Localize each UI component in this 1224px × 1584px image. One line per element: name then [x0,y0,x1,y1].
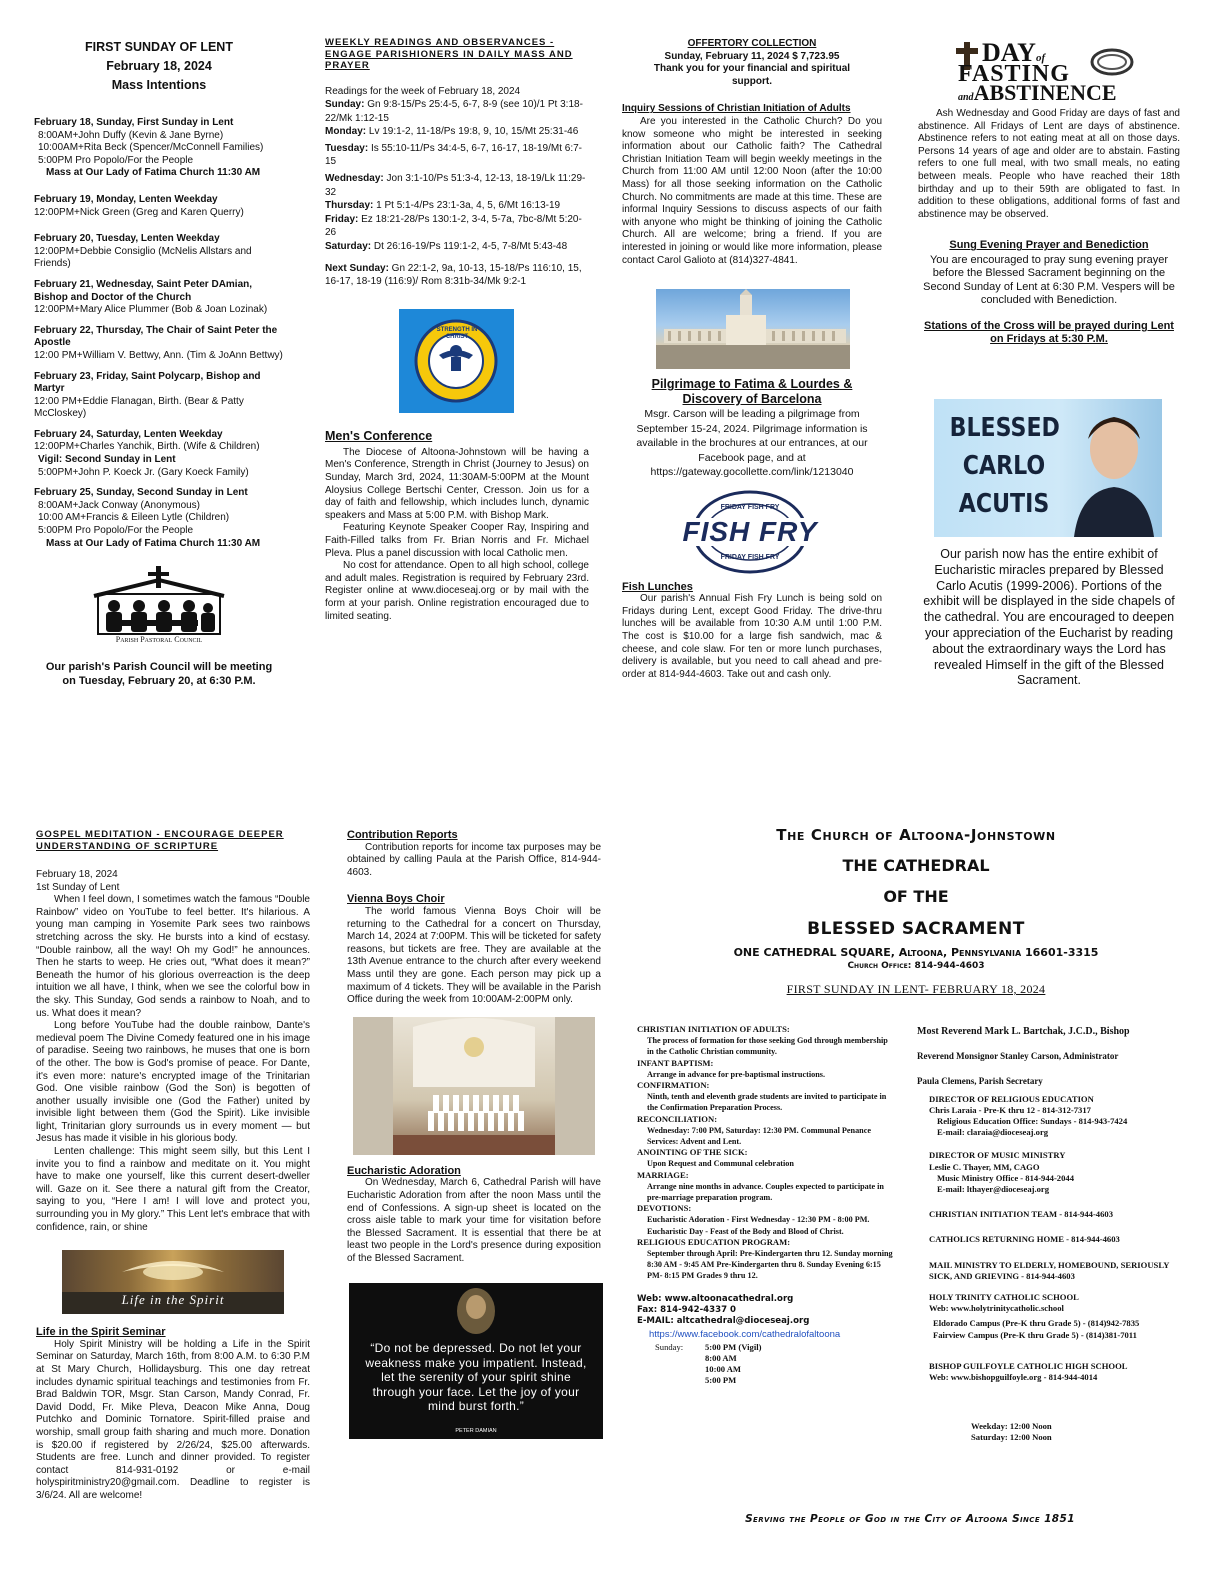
email-line[interactable]: E-MAIL: altcathedral@dioceseaj.org [637,1315,810,1326]
church-office-line: Church Office: 814-944-4603 [847,961,985,971]
intention-line: 8:00AM+John Duffy (Kevin & Jane Byrne) [38,129,224,141]
intention-line: 12:00PM+Charles Yanchik, Birth. (Wife & Children) [34,441,260,453]
carlo-text: Our parish now has the entire exhibit of Eucharistic miracles prepared by Blessed Carlo Acutis (1999-2006). Portions of the exhibit will be displayed in the side chapels of the cathedral. You are encouraged to deepen your appreciation of the Eucharist by reading about the extraordinary ways the Lord has revealed Himself in the gift of the Blessed Sacrament. [923,546,1175,688]
intention-line: 12:00PM+Debbie Consiglio (McNelis Allstars and Friends) [34,245,252,270]
parish-council-logo-text: Parish Pastoral Council [115,635,203,645]
readings-list [325,98,589,289]
fairview-campus: Fairview Campus (Pre-K thru Grade 5) - (814)381-7011 [933,1329,1137,1340]
seminar-text: Holy Spirit Ministry will be holding a Life in the Spirit Seminar on Saturday, March 16th, from 8:00 A.M. to 6:30 P.M at St Mary Church, Hollidaysburg. This one day retreat includes dynamic spiritual teachings and testimonies from Fr. Brad Baldwin TOR, Msgr. Stan Carson, Mandy Conrad, Fr. David Dodd, Fr. Mike Pleva, Deacon Mike Anna, Doug Putchko and Dominic Tornatore. Spirit-filled praise and worship, small group faith sharing and much more. Donation is $20.00 if registered by 2/26/24, $25.00 afterwards. Students are free. Lunch and dinner provided. To register contact 814-931-0192 or e-mail holyspiritministry20@gmail.com. Deadline to register is 3/6/24. All are welcome! [36,1338,310,1501]
reading-citations: Is 55:10-11/Ps 34:4-5, 6-7, 16-17, 18-19/Mt 6:7-15 [325,142,582,168]
reading-entry [325,213,589,240]
reading-day: Next Sunday: [325,262,389,274]
intention-line: 5:00PM Pro Popolo/For the People [38,154,194,166]
intention-heading: February 19, Monday, Lenten Weekday [34,193,218,205]
intention-line: 8:00AM+Jack Conway (Anonymous) [38,499,201,511]
intention-heading: February 25, Sunday, Second Sunday in Lent [34,487,248,499]
blessed-word: BLESSED [949,412,1060,443]
intention-entry [34,279,284,317]
reading-entry [325,98,589,125]
gospel-sunday: 1st Sunday of Lent [36,881,120,893]
gospel-column [36,829,310,1503]
sacrament-details: Upon Request and Communal celebration [647,1159,794,1169]
mail-ministry-line: MAIL MINISTRY TO ELDERLY, HOMEBOUND, SERIOUSLY SICK, AND GRIEVING - 814-944-4603 [929,1259,1170,1281]
mens-conference-heading: Men's Conference [325,428,433,443]
school-heading: HOLY TRINITY CATHOLIC SCHOOL [929,1292,1079,1303]
vienna-choir-photo [353,1017,595,1155]
music-email: E-mail: lthayer@dioceseaj.org [937,1184,1050,1195]
offertory-amount: Sunday, February 11, 2024 $ 7,723.95 [664,50,840,62]
sung-prayer-text: You are encouraged to pray sung evening prayer before the Blessed Sacrament beginning on the Second Sunday of Lent at 6:30 P.M. Vespers will be concluded with Benediction. [923,253,1175,307]
vienna-text: The world famous Vienna Boys Choir will be returning to the Cathedral for a concert on Thursday, March 14, 2024 at 7:00PM. This will be ticketed for safety reasons, but tickets are free. They are available at the 13th Avenue entrance to the church after every weekend Mass until they are gone. Each person may pick up a maximum of 4 tickets. They will be available in the Parish Office during the week from 10:00AM-2:00PM only. [347,905,601,1006]
intention-bold-line: Mass at Our Lady of Fatima Church 11:30 AM [46,537,261,549]
sunday-mass-times [705,1342,761,1387]
reading-citations: Gn 22:1-2, 9a, 10-13, 15-18/Ps 116:10, 15, 16-17, 18-19 (116:9)/ Rom 8:31b-34/Mk 9:2-1 [325,262,582,288]
high-school-web: Web: www.bishopguilfoyle.org - 814-944-4014 [929,1372,1098,1383]
sunday-mass-time: 8:00 AM [705,1353,737,1364]
reading-entry [325,142,589,169]
fasting-text: Ash Wednesday and Good Friday are days of fast and abstinence. All Fridays of Lent are days of abstinence. Abstinence refers to not eating meat at all on those days. Persons 14 years of age and older are to abstain. Fasting refers to one full meal, with two small meals, no eating between meals. People who have reached their 18th birthday and up to their 59th are obligated to fast. In addition to these obligations, additional forms of fast and abstinence may be observed. [918,108,1180,220]
contribution-text: Contribution reports for income tax purposes may be obtained by calling Paula at the Parish Office, 814-944-4603. [347,841,601,878]
sunday-label: Sunday: [655,1341,684,1352]
sacrament-heading: ANOINTING OF THE SICK: [637,1147,748,1158]
administrator-line: Reverend Monsignor Stanley Carson, Administrator [917,1051,1119,1062]
sacraments-column [637,1024,893,1387]
intention-heading: February 21, Wednesday, Saint Peter DAmian, Bishop and Doctor of the Church [34,278,253,303]
peter-damian-quote-card [349,1283,603,1439]
secretary-line: Paula Clemens, Parish Secretary [917,1076,1043,1087]
music-director: Leslie C. Thayer, MM, CAGO [929,1161,1040,1172]
reading-day: Saturday: [325,241,372,253]
life-in-spirit-banner [62,1250,284,1314]
dre-heading: DIRECTOR OF RELIGIOUS EDUCATION [929,1093,1094,1104]
address-line: ONE CATHEDRAL SQUARE, Altoona, Pennsylvania 16601-3315 [733,946,1099,959]
quote-text: “Do not be depressed. Do not let your weakness make you impatient. Instead, let the serenity of your spirit shine through your face. Let the joy of your mind burst forth.” [365,1341,587,1414]
dre-contact: Chris Laraia - Pre-K thru 12 - 814-312-7317 [929,1104,1091,1115]
offertory-column [622,38,882,681]
facebook-link[interactable]: https://www.facebook.com/cathedralofaltoona [649,1328,841,1340]
inquiry-heading: Inquiry Sessions of Christian Initiation of Adults [622,103,851,115]
sacrament-heading: RECONCILIATION: [637,1113,718,1124]
sacrament-heading: CHRISTIAN INITIATION OF ADULTS: [637,1024,790,1034]
readings-heading: WEEKLY READINGS AND OBSERVANCES - ENGAGE PARISHIONERS IN DAILY MASS AND PRAYER [325,37,573,71]
sacrament-heading: INFANT BAPTISM: [637,1057,714,1068]
issue-date-line: FIRST SUNDAY IN LENT- FEBRUARY 18, 2024 [786,982,1046,996]
intention-bold-line: Mass at Our Lady of Fatima Church 11:30 AM [46,167,261,179]
intention-entry [34,429,284,479]
fasting-logo-fasting: FASTING [958,61,1070,87]
footer-tagline: Serving the People of God in the City of Altoona Since 1851 [745,1513,1075,1525]
sacraments-list [637,1024,893,1282]
intention-heading: February 18, Sunday, First Sunday in Lent [34,117,234,128]
blessed-carlo-banner [934,399,1162,537]
parish-council-note: Our parish's Parish Council will be meeting on Tuesday, February 20, at 6:30 P.M. [45,661,273,687]
fasting-logo-day: DAY [982,38,1036,67]
reading-citations: 1 Pt 5:1-4/Ps 23:1-3a, 4, 5, 6/Mt 16:13-19 [373,200,561,212]
sacrament-details: September through April: Pre-Kindergarten thru 12. Sunday morning 8:30 AM - 9:45 AM Pre-Kindergarten thru 8. Sunday Evening 6:15 PM- 8:15 PM Grades 9 thru 12. [647,1249,893,1281]
fatima-basilica-photo [656,289,850,369]
strength-in-christ-logo [399,309,514,413]
intention-entry [34,371,284,421]
school-web: Web: www.holytrinitycatholic.school [929,1303,1064,1314]
intention-line: Vigil: Second Sunday in Lent [38,454,176,466]
mass-intentions-title: Mass Intentions [111,78,207,92]
intention-heading: February 22, Thursday, The Chair of Saint Peter the Apostle [34,324,278,349]
reading-citations: Ez 18:21-28/Ps 130:1-2, 3-4, 5-7a, 7bc-8/Mt 5:20-26 [325,213,582,239]
inquiry-text: Are you interested in the Catholic Church? Do you know someone who might be interested in seeking information about our Catholic faith? The Cathedral Christian Initiation Team will begin weekly meetings in the Church from 11:00 AM until 12:00 Noon (after the 10:00 Mass) for all those seeking information on the Catholic Church. No commitments are made at this time. These are informal Inquiry Sessions to discuss aspects of our faith with anyone who might be thinking of joining the Catholic Church. All are welcome; bring a friend. If you are interested in joining or would like more information, please contact Carol Galioto at (814)327-4841. [622,115,882,266]
sacrament-heading: CONFIRMATION: [637,1080,710,1091]
intention-entry [34,325,284,363]
fasting-logo-of: of [1035,52,1046,64]
quote-author: PETER DAMIAN [455,1428,497,1435]
reading-citations: Lv 19:1-2, 11-18/Ps 19:8, 9, 10, 15/Mt 25:31-46 [366,126,579,138]
fax-line: Fax: 814-942-4337 0 [637,1304,737,1315]
sacrament-details: The process of formation for those seeking God through membership in the Catholic Christian community. [647,1036,888,1057]
diocese-name: The Church of Altoona-Johnstown [776,826,1056,844]
cathedral-line: THE CATHEDRAL [842,856,990,875]
sunday-mass-time: 10:00 AM [705,1364,742,1375]
catholics-returning-line: CATHOLICS RETURNING HOME - 814-944-4603 [929,1234,1120,1245]
adoration-heading: Eucharistic Adoration [347,1164,461,1177]
pilgrimage-heading: Pilgrimage to Fatima & Lourdes & Discovery of Barcelona [651,377,853,407]
music-office: Music Ministry Office - 814-944-2044 [937,1172,1074,1183]
mass-intentions-column [34,38,284,688]
intention-line: 5:00PM Pro Popolo/For the People [38,525,194,537]
sacrament-details: Wednesday: 7:00 PM, Saturday: 12:30 PM. Communal Penance Services: Advent and Lent. [647,1125,872,1147]
fish-lunches-text: Our parish's Annual Fish Fry Lunch is being sold on Fridays during Lent, except Good Friday. The drive-thru lunches will be available from 10:30 A.M until 1:00 P.M. The cost is $10.00 for a large fish sandwich, mac & cheese, and cole slaw. For ten or more lunch purchases, delivery is available, but you need to call ahead and pre-order at 814-944-4603. Take out and cash only. [622,593,882,680]
intention-entry [34,233,284,271]
sacrament-heading: RELIGIOUS EDUCATION PROGRAM: [637,1236,791,1247]
page-heading: FIRST SUNDAY OF LENT [85,40,233,54]
reading-day: Sunday: [325,99,365,111]
reading-entry [325,172,589,199]
intention-line: 12:00 PM+William V. Bettwy, Ann. (Tim & JoAnn Bettwy) [34,349,283,361]
gospel-p2: Long before YouTube had the double rainbow, Dante's medieval poem The Divine Comedy featured one in his image of paradise. Seeing two rainbows, he muses that one is born of the other. The bow is God's promise of peace. For Dante, it's even more: nature's encrypted image of the Trinitarian God. One visible rainbow (God the Son) is begotten of another usually invisible one (God the Father) united by invisible light between them (God the Spirit). Like invisible light, Trinitarian glory surrounds us in every moment — but Jesus has made it visible in his glorious body. [36,1020,310,1145]
reading-day: Friday: [325,213,359,225]
page-date: February 18, 2024 [106,59,212,73]
carlo-portrait [1066,399,1162,537]
gospel-p3: Lenten challenge: This might seem silly, but this Lent I invite you to find a rainbow and meditate on it. You might have to make one yourself, like this current desert-dweller will. Gaze on it. See there a natural gift from the Creator, saying to you, “Here I am! I will love and protect you, surrounding you in My glory.” This Lent let's embrace that with confidence, rain, or shine [36,1146,310,1233]
intention-line: 12:00PM+Nick Green (Greg and Karen Querry) [34,206,244,218]
dre-email: E-mail: claraia@dioceseaj.org [937,1127,1049,1138]
adoration-text: On Wednesday, March 6, Cathedral Parish will have Eucharistic Adoration from after the noon Mass until the end of Confessions. A sign-up sheet is located on the cross aisle table to mark your time for visitation before the Blessed Sacrament. It is essential that there be at least two people in the Lord's presence during exposition of the Blessed Sacrament. [347,1177,601,1264]
reading-entry [325,125,589,139]
mens-conference-p3: No cost for attendance. Open to all high school, college and adult males. Registration is required by February 23rd. Register online at www.dioceseaj.org or by mail with the form at your parish. Online registration encouraged due to limited seating. [325,560,589,622]
reading-day: Tuesday: [325,142,369,154]
fasting-column [918,38,1180,689]
music-heading: DIRECTOR OF MUSIC MINISTRY [929,1150,1066,1161]
sacrament-heading: MARRIAGE: [637,1169,689,1180]
pilgrimage-text: Msgr. Carson will be leading a pilgrimage from September 15-24, 2024. Pilgrimage information is available in the brochures at our entrances, at our Facebook page, and at https://gateway.gocollette.com/link/1213040 [636,408,868,479]
readings-intro: Readings for the week of February 18, 2024 [325,85,521,97]
intentions-list [34,117,284,550]
staff-column [917,1026,1189,1444]
dre-office: Religious Education Office: Sundays - 814-943-7424 [937,1116,1128,1127]
intention-entry [34,487,284,550]
intention-line: 10:00 AM+Francis & Eileen Lytle (Children) [38,512,230,524]
eldorado-campus: Eldorado Campus (Pre-K thru Grade 5) - (814)942-7835 [933,1318,1140,1329]
fish-fry-bottom-text: FRIDAY FISH FRY [720,553,780,561]
fish-fry-main-text: FISH FRY [682,515,818,547]
cit-line: CHRISTIAN INITIATION TEAM - 814-944-4603 [929,1209,1113,1220]
reading-citations: Dt 26:16-19/Ps 119:1-2, 4-5, 7-8/Mt 5:43-48 [371,241,568,253]
offertory-heading: OFFERTORY COLLECTION [687,38,817,49]
of-the-line: OF THE [883,887,949,906]
fish-fry-top-text: FRIDAY FISH FRY [720,503,780,511]
stations-note: Stations of the Cross will be prayed during Lent on Fridays at 5:30 P.M. [924,319,1174,346]
intention-heading: February 23, Friday, Saint Polycarp, Bishop and Martyr [34,370,261,395]
blessed-sacrament-line: BLESSED SACRAMENT [807,919,1025,939]
readings-column [325,37,589,623]
intention-entry [34,194,284,219]
fish-fry-logo [680,490,820,575]
intention-entry [34,117,284,180]
fish-lunches-heading: Fish Lunches [622,580,693,593]
sung-prayer-heading: Sung Evening Prayer and Benediction [949,239,1149,252]
parish-council-logo [84,566,234,646]
contribution-heading: Contribution Reports [347,829,458,841]
fasting-logo-abstinence: ABSTINENCE [973,80,1117,105]
reading-day: Wednesday: [325,173,384,185]
sacrament-heading: DEVOTIONS: [637,1203,692,1214]
gospel-heading: GOSPEL MEDITATION - ENCOURAGE DEEPER UNDERSTANDING OF SCRIPTURE [36,829,284,852]
sacrament-details: Arrange nine months in advance. Couples expected to participate in pre-marriage preparation program. [647,1181,884,1203]
strength-logo-text: STRENGTH IN CHRIST [436,326,478,340]
gospel-p1: When I feel down, I sometimes watch the famous “Double Rainbow” video on YouTube to feel better. It's hilarious. A young man camping in Yosemite Park sees two rainbows stretching across the sky. He bursts into a kind of ecstasy. “Double rainbow, all the way! Oh my God!” he announces. Then he starts to weep. He cries out, “What does it mean?” Beneath the humor of his glorious overreaction is the deep intuition we all have, I think, when we see the colorful bow in the sky. This Sunday, God sends a rainbow to Noah, and to us. What does it mean? [36,894,310,1019]
contributions-column [347,829,601,1439]
website-line[interactable]: Web: www.altoonacathedral.org [637,1293,794,1304]
reading-citations: Jon 3:1-10/Ps 51:3-4, 12-13, 18-19/Lk 11:29-32 [325,173,586,198]
bishop-line: Most Reverend Mark L. Bartchak, J.C.D., Bishop [917,1026,1130,1037]
seminar-heading: Life in the Spirit Seminar [36,1326,166,1339]
mens-conference-p1: The Diocese of Altoona-Johnstown will be having a Men's Conference, Strength in Christ (Journey to Jesus) on Sunday, March 3rd, 2024, 11:30AM-5:00PM at the Mount Aloysius College Bertschi Center, Cresson. Join us for a day of faith and fellowship, which includes lunch, dynamic speakers and Mass at 5:00 P.M. with Bishop Mark. [325,446,589,521]
intention-line: 12:00 PM+Eddie Flanagan, Birth. (Bear & Patty McCloskey) [34,395,244,420]
offertory-thanks: Thank you for your financial and spiritual support. [653,63,851,87]
sacrament-details: Ninth, tenth and eleventh grade students are invited to participate in the Confirmation Preparation Process. [647,1092,887,1113]
reading-entry [325,262,589,289]
fasting-abstinence-logo [952,38,1148,104]
gospel-date: February 18, 2024 [36,869,118,880]
mens-conference-p2: Featuring Keynote Speaker Cooper Ray, Inspiring and Faith-Filled talks from Fr. Brian Norris and Fr. Michael Pleva. Plus a panel discussion with local Catholic men. [325,522,589,559]
vienna-heading: Vienna Boys Choir [347,893,445,906]
acutis-word: ACUTIS [958,488,1050,519]
intention-heading: February 24, Saturday, Lenten Weekday [34,428,223,440]
sacrament-details: Arrange in advance for pre-baptismal instructions. [647,1069,826,1079]
carlo-word: CARLO [962,450,1046,481]
masthead [636,820,1196,997]
intention-heading: February 20, Tuesday, Lenten Weekday [34,233,220,245]
sunday-mass-time: 5:00 PM [705,1375,737,1386]
weekday-mass-time: Weekday: 12:00 Noon [971,1421,1052,1432]
peter-damian-portrait [456,1287,496,1335]
reading-day: Thursday: [325,200,374,212]
life-in-spirit-banner-text: Life in the Spirit [121,1292,225,1308]
intention-line: 5:00PM+John P. Koeck Jr. (Gary Koeck Family) [38,466,249,478]
reading-citations: Gn 9:8-15/Ps 25:4-5, 6-7, 8-9 (see 10)/1 Pt 3:18-22/Mk 1:12-15 [325,99,583,124]
sunday-mass-time: 5:00 PM (Vigil) [705,1341,762,1352]
high-school-heading: BISHOP GUILFOYLE CATHOLIC HIGH SCHOOL [929,1360,1128,1371]
sacrament-details: Eucharistic Adoration - First Wednesday - 12:30 PM - 8:00 PM. Eucharistic Day - Feast of the Body and Blood of Christ. [647,1215,870,1236]
intention-line: 12:00PM+Mary Alice Plummer (Bob & Joan Lozinak) [34,304,268,316]
saturday-mass-time: Saturday: 12:00 Noon [971,1432,1052,1443]
intention-line: 10:00AM+Rita Beck (Spencer/McConnell Families) [38,142,264,154]
reading-entry [325,199,589,213]
reading-entry [325,240,589,254]
reading-day: Monday: [325,126,367,138]
fasting-logo-and: and [958,92,974,103]
